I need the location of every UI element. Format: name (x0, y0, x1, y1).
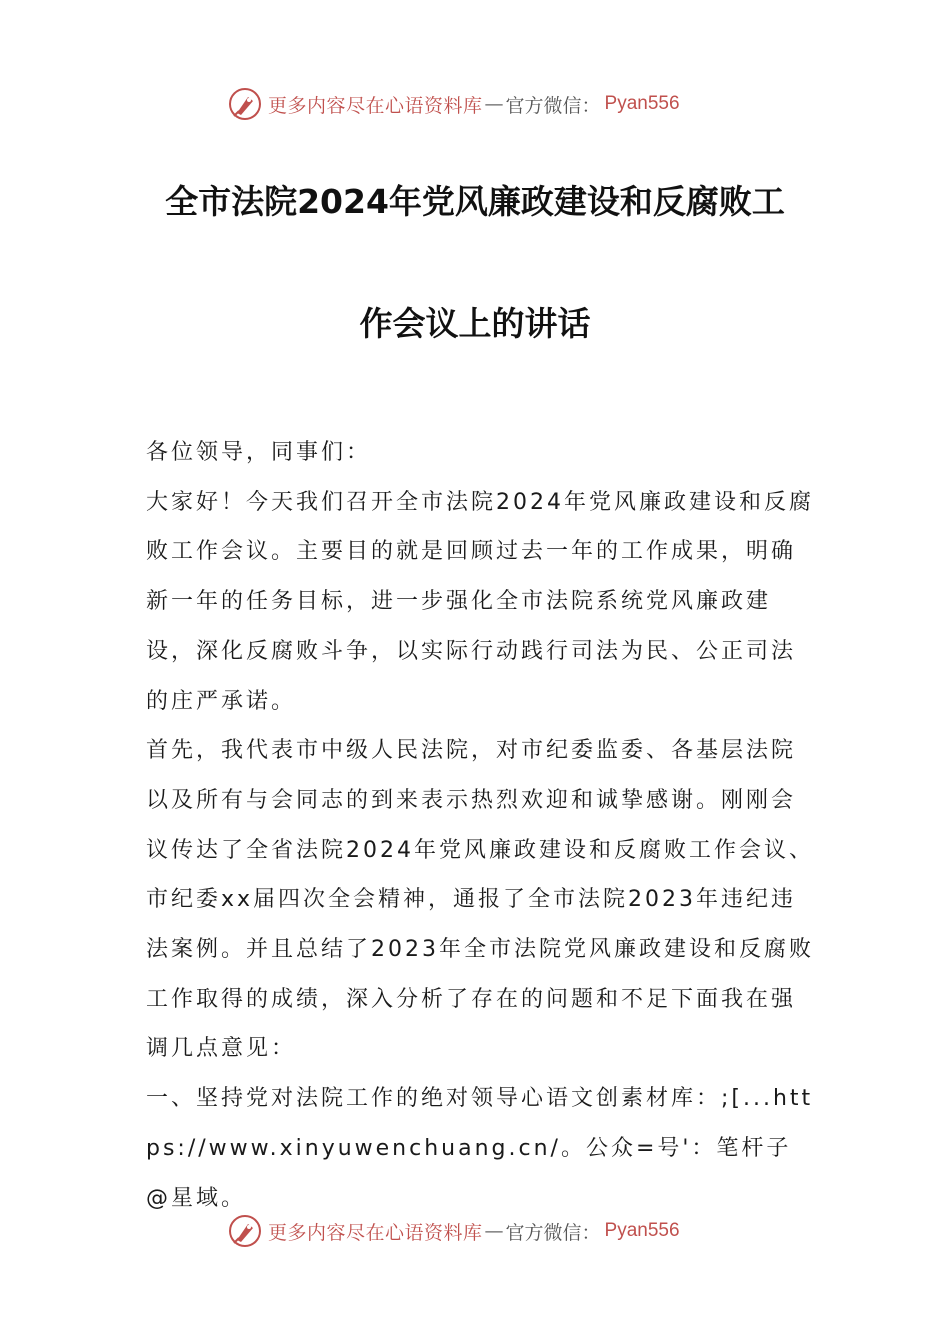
section-heading-paragraph: 一、坚持党对法院工作的绝对领导心语文创素材库：;[...https://www.xinyuwenchuang.cn/。公众=号'：笔杆子@星域。 (146, 1086, 814, 1211)
watermark-separator: — (484, 1220, 504, 1242)
footer-watermark (228, 1213, 680, 1249)
document-body (146, 428, 816, 1223)
header-watermark (228, 86, 680, 122)
salutation-paragraph: 各位领导，同事们： (146, 440, 372, 465)
watermark-wechat-id: Pyan556 (604, 1220, 680, 1241)
document-title-line-1: 全市法院2024年党风廉政建设和反腐败工 (165, 182, 785, 221)
pen-nib-logo-icon (228, 87, 262, 121)
watermark-wechat-id: Pyan556 (604, 93, 680, 114)
watermark-official-label: 官方微信： (505, 94, 601, 117)
body-paragraph: 大家好！今天我们召开全市法院2024年党风廉政建设和反腐败工作会议。主要目的就是回顾过去一年的工作成果，明确新一年的任务目标，进一步强化全市法院系统党风廉政建设，深化反腐败斗争，以实际行动践行司法为民、公正司法的庄严承诺。 (146, 489, 814, 714)
pen-nib-logo-icon (228, 1214, 262, 1248)
document-title-line-2: 作会议上的讲话 (359, 304, 591, 343)
watermark-text: 更多内容尽在心语资料库 (268, 94, 483, 117)
body-paragraph: 首先，我代表市中级人民法院，对市纪委监委、各基层法院以及所有与会同志的到来表示热烈欢迎和诚挚感谢。刚刚会议传达了全省法院2024年党风廉政建设和反腐败工作会议、市纪委xx届四次全会精神，通报了全市法院2023年违纪违法案例。并且总结了2023年全市法院党风廉政建设和反腐败工作取得的成绩，深入分析了存在的问题和不足下面我在强调几点意见： (146, 738, 814, 1062)
watermark-official-label: 官方微信： (505, 1221, 601, 1244)
watermark-text: 更多内容尽在心语资料库 (268, 1221, 483, 1244)
watermark-separator: — (484, 93, 504, 115)
